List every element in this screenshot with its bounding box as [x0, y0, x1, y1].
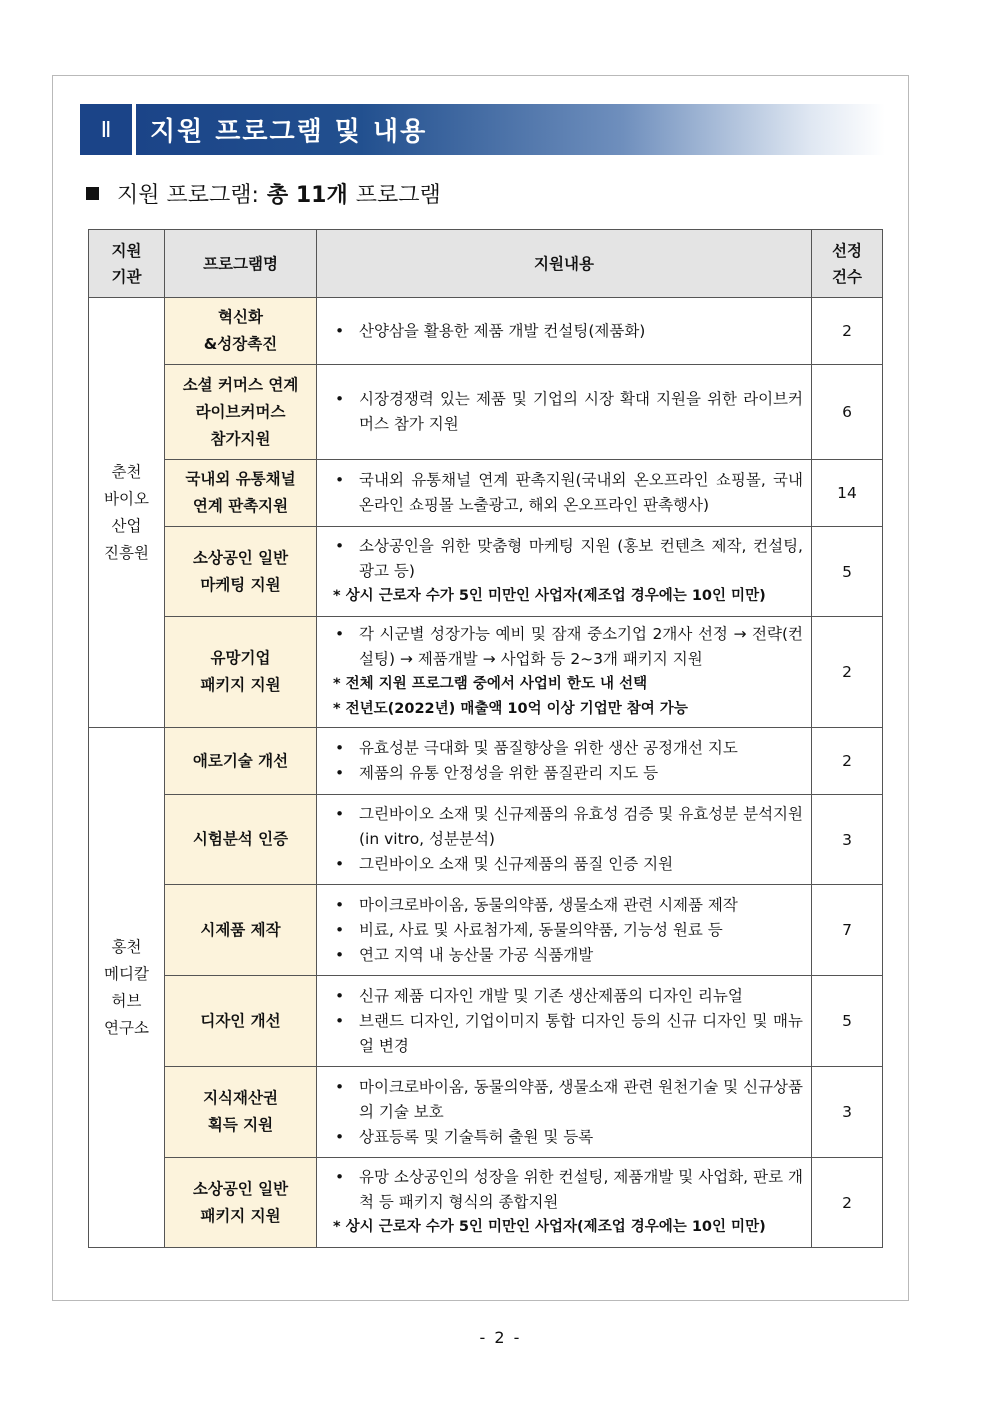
section-number: Ⅱ	[80, 104, 132, 155]
subtitle-suffix: 프로그램	[355, 183, 441, 208]
content-bullet: • 그린바이오 소재 및 신규제품의 품질 인증 지원	[333, 852, 803, 877]
header-content: 지원내용	[317, 230, 812, 298]
content-bullet: • 상표등록 및 기술특허 출원 및 등록	[333, 1125, 803, 1150]
table-row	[89, 1158, 883, 1248]
content-bullet: • 그린바이오 소재 및 신규제품의 유효성 검증 및 유효성분 분석지원 (in vitro, 성분분석)	[333, 802, 803, 852]
header-count: 선정 건수	[812, 230, 883, 298]
content-note: * 전년도(2022년) 매출액 10억 이상 기업만 참여 가능	[333, 701, 688, 717]
content-bullet: • 비료, 사료 및 사료첨가제, 동물의약품, 기능성 원료 등	[333, 918, 803, 943]
subtitle	[86, 178, 441, 209]
selection-count: 6	[812, 365, 883, 460]
program-name: 소셜 커머스 연계 라이브커머스 참가지원	[165, 365, 317, 460]
content-bullet: • 신규 제품 디자인 개발 및 기존 생산제품의 디자인 리뉴얼	[333, 984, 803, 1009]
program-content	[317, 460, 812, 527]
section-header	[80, 104, 885, 155]
program-content	[317, 365, 812, 460]
table-row	[89, 728, 883, 795]
selection-count: 2	[812, 728, 883, 795]
program-table	[88, 229, 883, 1248]
program-content	[317, 1067, 812, 1158]
table-row	[89, 885, 883, 976]
program-name: 시제품 제작	[165, 885, 317, 976]
content-bullet: • 각 시군별 성장가능 예비 및 잠재 중소기업 2개사 선정 → 전략(컨설팅) → 제품개발 → 사업화 등 2~3개 패키지 지원	[333, 622, 803, 672]
section-title: 지원 프로그램 및 내용	[136, 104, 885, 155]
content-bullet: • 유망 소상공인의 성장을 위한 컨설팅, 제품개발 및 사업화, 판로 개척 등 패키지 형식의 종합지원	[333, 1165, 803, 1215]
table-row	[89, 976, 883, 1067]
content-bullet: • 소상공인을 위한 맞춤형 마케팅 지원 (홍보 컨텐츠 제작, 컨설팅, 광고 등)	[333, 534, 803, 584]
program-content	[317, 527, 812, 617]
program-content	[317, 298, 812, 365]
program-content	[317, 1158, 812, 1248]
table-row	[89, 1067, 883, 1158]
content-bullet: • 마이크로바이옴, 동물의약품, 생물소재 관련 원천기술 및 신규상품의 기술 보호	[333, 1075, 803, 1125]
program-name: 디자인 개선	[165, 976, 317, 1067]
header-org: 지원 기관	[89, 230, 165, 298]
content-bullet: • 연고 지역 내 농산물 가공 식품개발	[333, 943, 803, 968]
content-note: * 상시 근로자 수가 5인 미만인 사업자(제조업 경우에는 10인 미만)	[333, 1219, 766, 1235]
program-name: 시험분석 인증	[165, 795, 317, 885]
content-note: * 전체 지원 프로그램 중에서 사업비 한도 내 선택	[333, 676, 648, 692]
selection-count: 7	[812, 885, 883, 976]
program-content	[317, 885, 812, 976]
selection-count: 14	[812, 460, 883, 527]
table-row	[89, 795, 883, 885]
selection-count: 3	[812, 1067, 883, 1158]
program-content	[317, 617, 812, 728]
program-name: 국내외 유통채널 연계 판촉지원	[165, 460, 317, 527]
selection-count: 2	[812, 298, 883, 365]
program-content	[317, 728, 812, 795]
selection-count: 5	[812, 976, 883, 1067]
program-name: 애로기술 개선	[165, 728, 317, 795]
subtitle-total: 총 11개	[266, 183, 348, 208]
subtitle-prefix: 지원 프로그램:	[117, 183, 259, 208]
program-name: 지식재산권 획득 지원	[165, 1067, 317, 1158]
program-content	[317, 976, 812, 1067]
page-number: - 2 -	[479, 1328, 522, 1347]
table-row	[89, 298, 883, 365]
program-name: 혁신화 &성장촉진	[165, 298, 317, 365]
content-bullet: • 국내외 유통채널 연계 판촉지원(국내외 온오프라인 쇼핑몰, 국내 온라인 쇼핑몰 노출광고, 해외 온오프라인 판촉행사)	[333, 468, 803, 518]
content-bullet: • 유효성분 극대화 및 품질향상을 위한 생산 공정개선 지도	[333, 736, 803, 761]
table-row	[89, 460, 883, 527]
content-bullet: • 산양삼을 활용한 제품 개발 컨설팅(제품화)	[333, 319, 803, 344]
header-program: 프로그램명	[165, 230, 317, 298]
table-row	[89, 617, 883, 728]
org-cell: 홍천 메디칼 허브 연구소	[89, 728, 165, 1248]
content-note: * 상시 근로자 수가 5인 미만인 사업자(제조업 경우에는 10인 미만)	[333, 588, 766, 604]
program-name: 유망기업 패키지 지원	[165, 617, 317, 728]
table-row	[89, 527, 883, 617]
program-content	[317, 795, 812, 885]
content-bullet: • 시장경쟁력 있는 제품 및 기업의 시장 확대 지원을 위한 라이브커머스 참가 지원	[333, 387, 803, 437]
selection-count: 2	[812, 1158, 883, 1248]
selection-count: 3	[812, 795, 883, 885]
content-bullet: • 브랜드 디자인, 기업이미지 통합 디자인 등의 신규 디자인 및 매뉴얼 변경	[333, 1009, 803, 1059]
selection-count: 5	[812, 527, 883, 617]
selection-count: 2	[812, 617, 883, 728]
square-bullet-icon	[86, 187, 99, 200]
table-row	[89, 365, 883, 460]
content-bullet: • 제품의 유통 안정성을 위한 품질관리 지도 등	[333, 761, 803, 786]
program-name: 소상공인 일반 패키지 지원	[165, 1158, 317, 1248]
program-name: 소상공인 일반 마케팅 지원	[165, 527, 317, 617]
org-cell: 춘천 바이오 산업 진흥원	[89, 298, 165, 728]
content-bullet: • 마이크로바이옴, 동물의약품, 생물소재 관련 시제품 제작	[333, 893, 803, 918]
